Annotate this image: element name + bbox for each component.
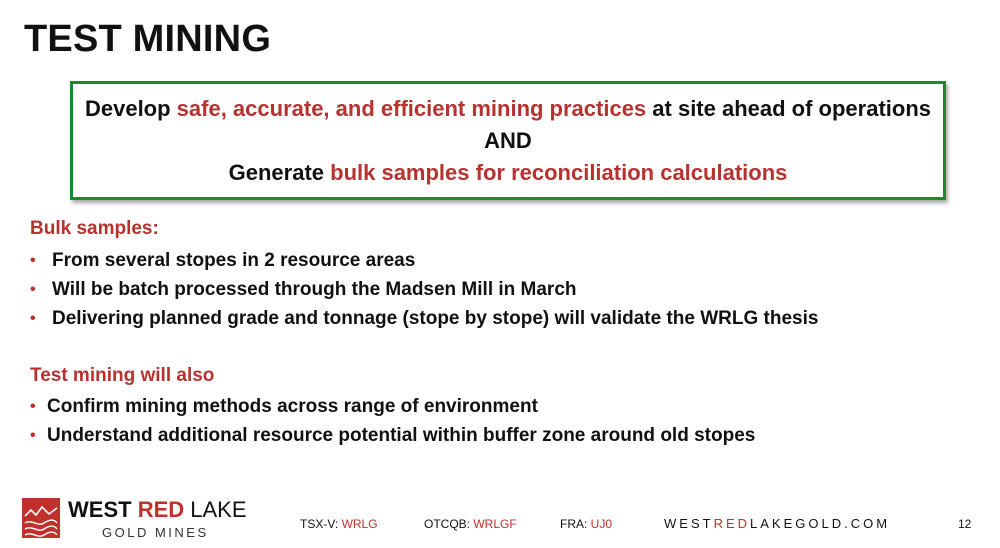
logo-wordmark (68, 497, 247, 523)
ticker-fra (560, 517, 612, 531)
list-item-text: Delivering planned grade and tonnage (stope by stope) will validate the WRLG thesis (52, 308, 819, 329)
callout-line-1 (73, 96, 943, 122)
ticker-exchange: OTCQB: (424, 517, 474, 531)
callout-line-3-pre: Generate (228, 160, 331, 185)
list-item-text: From several stopes in 2 resource areas (52, 250, 416, 271)
section-heading-test-mining: Test mining will also (30, 365, 215, 386)
bullet-dot-icon: • (30, 281, 36, 298)
website-part-1: WEST (664, 516, 714, 531)
ticker-symbol: WRLGF (473, 517, 517, 531)
objective-callout-box (70, 81, 946, 200)
ticker-symbol: UJ0 (590, 517, 613, 531)
bullet-dot-icon: • (30, 310, 36, 327)
website-part-2: RED (713, 516, 751, 531)
callout-line-1-highlight: safe, accurate, and efficient mining practices (176, 96, 647, 121)
logo-word-west: WEST (68, 497, 132, 522)
ticker-tsxv (300, 517, 378, 531)
list-item (30, 392, 755, 421)
list-item (30, 275, 818, 304)
logo-subtitle: GOLD MINES (102, 525, 209, 540)
logo-word-lake: LAKE (190, 497, 247, 522)
list-item (30, 246, 818, 275)
ticker-exchange: FRA: (560, 517, 591, 531)
list-item-text: Will be batch processed through the Madsen Mill in March (52, 279, 577, 300)
ticker-otcqb (424, 517, 517, 531)
page-number: 12 (958, 517, 972, 531)
website-part-3: LAKEGOLD.COM (750, 516, 891, 531)
callout-line-3 (73, 160, 943, 186)
callout-line-1-post: at site ahead of operations (646, 96, 932, 121)
test-mining-list (30, 392, 755, 450)
list-item-text: Confirm mining methods across range of environment (47, 396, 538, 417)
callout-line-1-pre: Develop (84, 96, 177, 121)
company-logo-icon (22, 498, 60, 538)
bullet-dot-icon: • (30, 398, 36, 415)
logo-word-red: RED (137, 497, 185, 522)
callout-line-3-highlight: bulk samples for reconciliation calculations (330, 160, 788, 185)
list-item (30, 304, 818, 333)
bullet-dot-icon: • (30, 427, 36, 444)
list-item (30, 421, 755, 450)
callout-line-2: AND (484, 128, 532, 153)
slide-title: TEST MINING (24, 18, 272, 60)
ticker-exchange: TSX-V: (300, 517, 342, 531)
ticker-symbol: WRLG (341, 517, 378, 531)
bullet-dot-icon: • (30, 252, 36, 269)
bulk-samples-list (30, 246, 818, 333)
section-heading-bulk-samples: Bulk samples: (30, 218, 159, 239)
list-item-text: Understand additional resource potential within buffer zone around old stopes (47, 425, 756, 446)
website-link[interactable] (664, 516, 890, 531)
